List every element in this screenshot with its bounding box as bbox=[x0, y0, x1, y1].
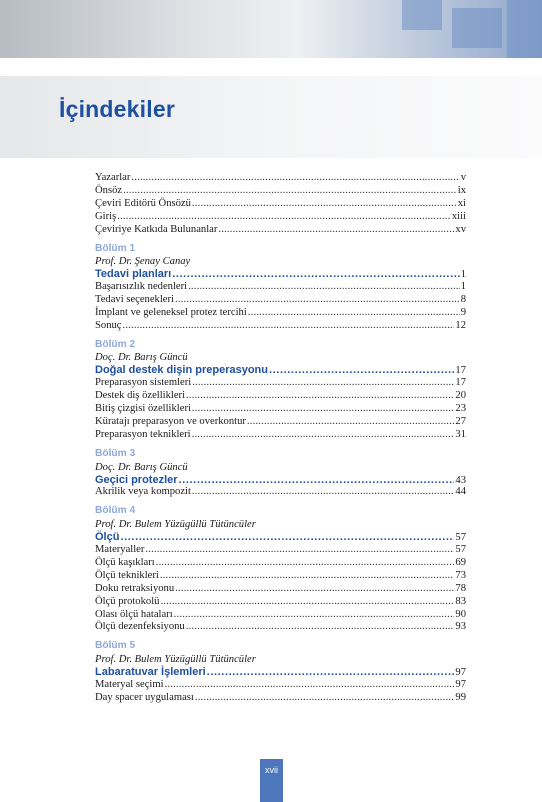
dot-leader bbox=[160, 570, 455, 583]
toc-entry-title: Doku retraksiyonu bbox=[95, 582, 175, 594]
top-gap bbox=[0, 58, 542, 76]
chapter-author: Doç. Dr. Barış Güncü bbox=[95, 461, 188, 473]
chapter-title: Labaratuvar İşlemleri bbox=[95, 665, 206, 678]
toc-entry-page: 31 bbox=[455, 429, 466, 441]
toc-entry-page: xi bbox=[457, 197, 466, 209]
chapter-title: Ölçü bbox=[95, 530, 120, 543]
toc-entry[interactable] bbox=[95, 281, 466, 294]
toc-entry[interactable] bbox=[95, 294, 466, 307]
chapter-heading[interactable] bbox=[95, 531, 466, 544]
chapter-heading[interactable] bbox=[95, 666, 466, 679]
toc-entry-title: Sonuç bbox=[95, 319, 122, 331]
chapter-author: Doç. Dr. Barış Güncü bbox=[95, 352, 188, 364]
toc-entry[interactable] bbox=[95, 390, 466, 403]
chapter-title: Doğal destek dişin preperasyonu bbox=[95, 364, 268, 377]
toc-entry-title: Tedavi seçenekleri bbox=[95, 294, 174, 306]
toc-entry[interactable] bbox=[95, 621, 466, 634]
toc-entry-title: Day spacer uygulaması bbox=[95, 691, 194, 703]
dot-leader bbox=[188, 281, 460, 294]
chapter-label: Bölüm 2 bbox=[95, 338, 136, 350]
toc-entry[interactable] bbox=[95, 320, 466, 333]
toc-entry-title: Destek diş özellikleri bbox=[95, 390, 186, 402]
toc-entry[interactable] bbox=[95, 692, 466, 705]
dot-leader bbox=[269, 364, 454, 377]
page-title: İçindekiler bbox=[59, 96, 175, 122]
chapter-author: Prof. Dr. Bulem Yüzügüllü Tütüncüler bbox=[95, 518, 256, 530]
toc-entry-title: Giriş bbox=[95, 210, 117, 222]
toc-entry-title: Çeviri Editörü Önsözü bbox=[95, 197, 191, 209]
dot-leader bbox=[186, 621, 455, 634]
chapter-heading[interactable] bbox=[95, 364, 466, 377]
dot-leader bbox=[174, 609, 455, 622]
toc-entry-page: ix bbox=[457, 184, 466, 196]
toc-entry-page: 12 bbox=[455, 319, 466, 331]
dot-leader bbox=[247, 416, 455, 429]
toc-front-entry[interactable] bbox=[95, 211, 466, 224]
toc-entry[interactable] bbox=[95, 377, 466, 390]
toc-front-entry[interactable] bbox=[95, 198, 466, 211]
chapter-page: 97 bbox=[455, 666, 466, 678]
chapter-author: Prof. Dr. Şenay Canay bbox=[95, 256, 191, 268]
toc-entry-page: 83 bbox=[455, 595, 466, 607]
dot-leader bbox=[248, 307, 460, 320]
toc-entry-title: Çeviriye Katkıda Bulunanlar bbox=[95, 223, 218, 235]
chapter-heading[interactable] bbox=[95, 474, 466, 487]
toc-entry-page: 97 bbox=[455, 678, 466, 690]
toc-entry-page: 69 bbox=[455, 556, 466, 568]
dot-leader bbox=[165, 679, 455, 692]
dot-leader bbox=[195, 692, 455, 705]
toc-entry[interactable] bbox=[95, 544, 466, 557]
chapter-label: Bölüm 4 bbox=[95, 505, 136, 517]
toc-entry-title: Bitiş çizgisi özellikleri bbox=[95, 403, 191, 415]
toc-entry[interactable] bbox=[95, 486, 466, 499]
toc-entry-title: Akrilik veya kompozit bbox=[95, 486, 191, 498]
toc-entry-page: 78 bbox=[455, 582, 466, 594]
chapter-title: Tedavi planları bbox=[95, 268, 172, 281]
dot-leader bbox=[192, 198, 457, 211]
toc-entry-page: 20 bbox=[455, 390, 466, 402]
toc-entry-page: xiii bbox=[451, 210, 466, 222]
chapter-page: 17 bbox=[455, 365, 466, 377]
page-number: xvii bbox=[265, 765, 278, 775]
dot-leader bbox=[131, 172, 459, 185]
dot-leader bbox=[207, 666, 455, 679]
chapter-page: 1 bbox=[460, 269, 466, 281]
dot-leader bbox=[192, 486, 454, 499]
toc-entry-title: Ölçü teknikleri bbox=[95, 569, 159, 581]
toc-entry-title: Küratajı preparasyon ve overkontur bbox=[95, 416, 246, 428]
chapter-title: Geçici protezler bbox=[95, 473, 178, 486]
chapter-label: Bölüm 3 bbox=[95, 448, 136, 459]
toc-entry-page: 23 bbox=[455, 403, 466, 415]
dot-leader bbox=[156, 557, 455, 570]
chapter-heading[interactable] bbox=[95, 268, 466, 281]
dot-leader bbox=[186, 390, 454, 403]
dot-leader bbox=[160, 596, 454, 609]
toc-entry-page: 17 bbox=[455, 377, 466, 389]
toc-entry-page: 9 bbox=[460, 307, 466, 318]
dot-leader bbox=[145, 544, 454, 557]
toc-entry-page: 57 bbox=[455, 543, 466, 555]
toc-entry-page: xv bbox=[455, 223, 466, 235]
toc-entry-page: 44 bbox=[455, 486, 466, 498]
chapter-label: Bölüm 5 bbox=[95, 640, 136, 652]
toc-entry-page: 73 bbox=[455, 569, 466, 581]
toc-entry-title: Preparasyon teknikleri bbox=[95, 429, 191, 441]
toc-entry[interactable] bbox=[95, 596, 466, 609]
top-decorative-band bbox=[0, 0, 542, 58]
dot-leader bbox=[175, 294, 460, 307]
toc-entry[interactable] bbox=[95, 557, 466, 570]
toc-entry[interactable] bbox=[95, 307, 466, 320]
dot-leader bbox=[172, 268, 459, 281]
dot-leader bbox=[192, 429, 455, 442]
toc-entry[interactable] bbox=[95, 679, 466, 692]
dot-leader bbox=[120, 531, 454, 544]
toc-entry-title: Materyal seçimi bbox=[95, 678, 164, 690]
toc-entry-title: Önsöz bbox=[95, 184, 123, 196]
toc-entry-title: Preparasyon sistemleri bbox=[95, 377, 192, 389]
chapter-label: Bölüm 1 bbox=[95, 242, 136, 254]
toc-entry[interactable] bbox=[95, 570, 466, 583]
toc-entry-title: İmplant ve geleneksel protez tercihi bbox=[95, 307, 247, 318]
dot-leader bbox=[123, 185, 457, 198]
dot-leader bbox=[192, 403, 454, 416]
table-of-contents bbox=[95, 172, 466, 705]
toc-entry[interactable] bbox=[95, 583, 466, 596]
toc-entry-title: Ölçü protokolü bbox=[95, 595, 160, 607]
toc-entry[interactable] bbox=[95, 609, 466, 622]
toc-entry-title: Ölçü dezenfeksiyonu bbox=[95, 621, 185, 633]
toc-entry-page: 90 bbox=[455, 608, 466, 620]
toc-front-entry[interactable] bbox=[95, 185, 466, 198]
dot-leader bbox=[117, 211, 451, 224]
chapter-page: 57 bbox=[455, 531, 466, 543]
toc-entry-title: Yazarlar bbox=[95, 172, 131, 183]
dot-leader bbox=[175, 583, 454, 596]
toc-entry-page: 8 bbox=[460, 294, 466, 306]
toc-entry-page: v bbox=[460, 172, 466, 183]
toc-front-entry[interactable] bbox=[95, 224, 466, 237]
toc-entry-page: 99 bbox=[455, 691, 466, 703]
decorative-blocks bbox=[392, 0, 542, 58]
toc-entry-title: Başarısızlık nedenleri bbox=[95, 281, 188, 293]
toc-entry-title: Ölçü kaşıkları bbox=[95, 556, 155, 568]
toc-entry-page: 93 bbox=[455, 621, 466, 633]
dot-leader bbox=[122, 320, 454, 333]
toc-entry[interactable] bbox=[95, 429, 466, 442]
toc-entry-title: Materyaller bbox=[95, 543, 145, 555]
toc-entry[interactable] bbox=[95, 416, 466, 429]
toc-entry-page: 27 bbox=[455, 416, 466, 428]
toc-entry-title: Olası ölçü hataları bbox=[95, 608, 173, 620]
toc-front-entry[interactable] bbox=[95, 172, 466, 185]
dot-leader bbox=[218, 224, 454, 237]
dot-leader bbox=[179, 474, 455, 487]
dot-leader bbox=[192, 377, 454, 390]
toc-entry[interactable] bbox=[95, 403, 466, 416]
toc-entry-page: 1 bbox=[460, 281, 466, 293]
chapter-page: 43 bbox=[455, 474, 466, 486]
chapter-author: Prof. Dr. Bulem Yüzügüllü Tütüncüler bbox=[95, 653, 256, 665]
